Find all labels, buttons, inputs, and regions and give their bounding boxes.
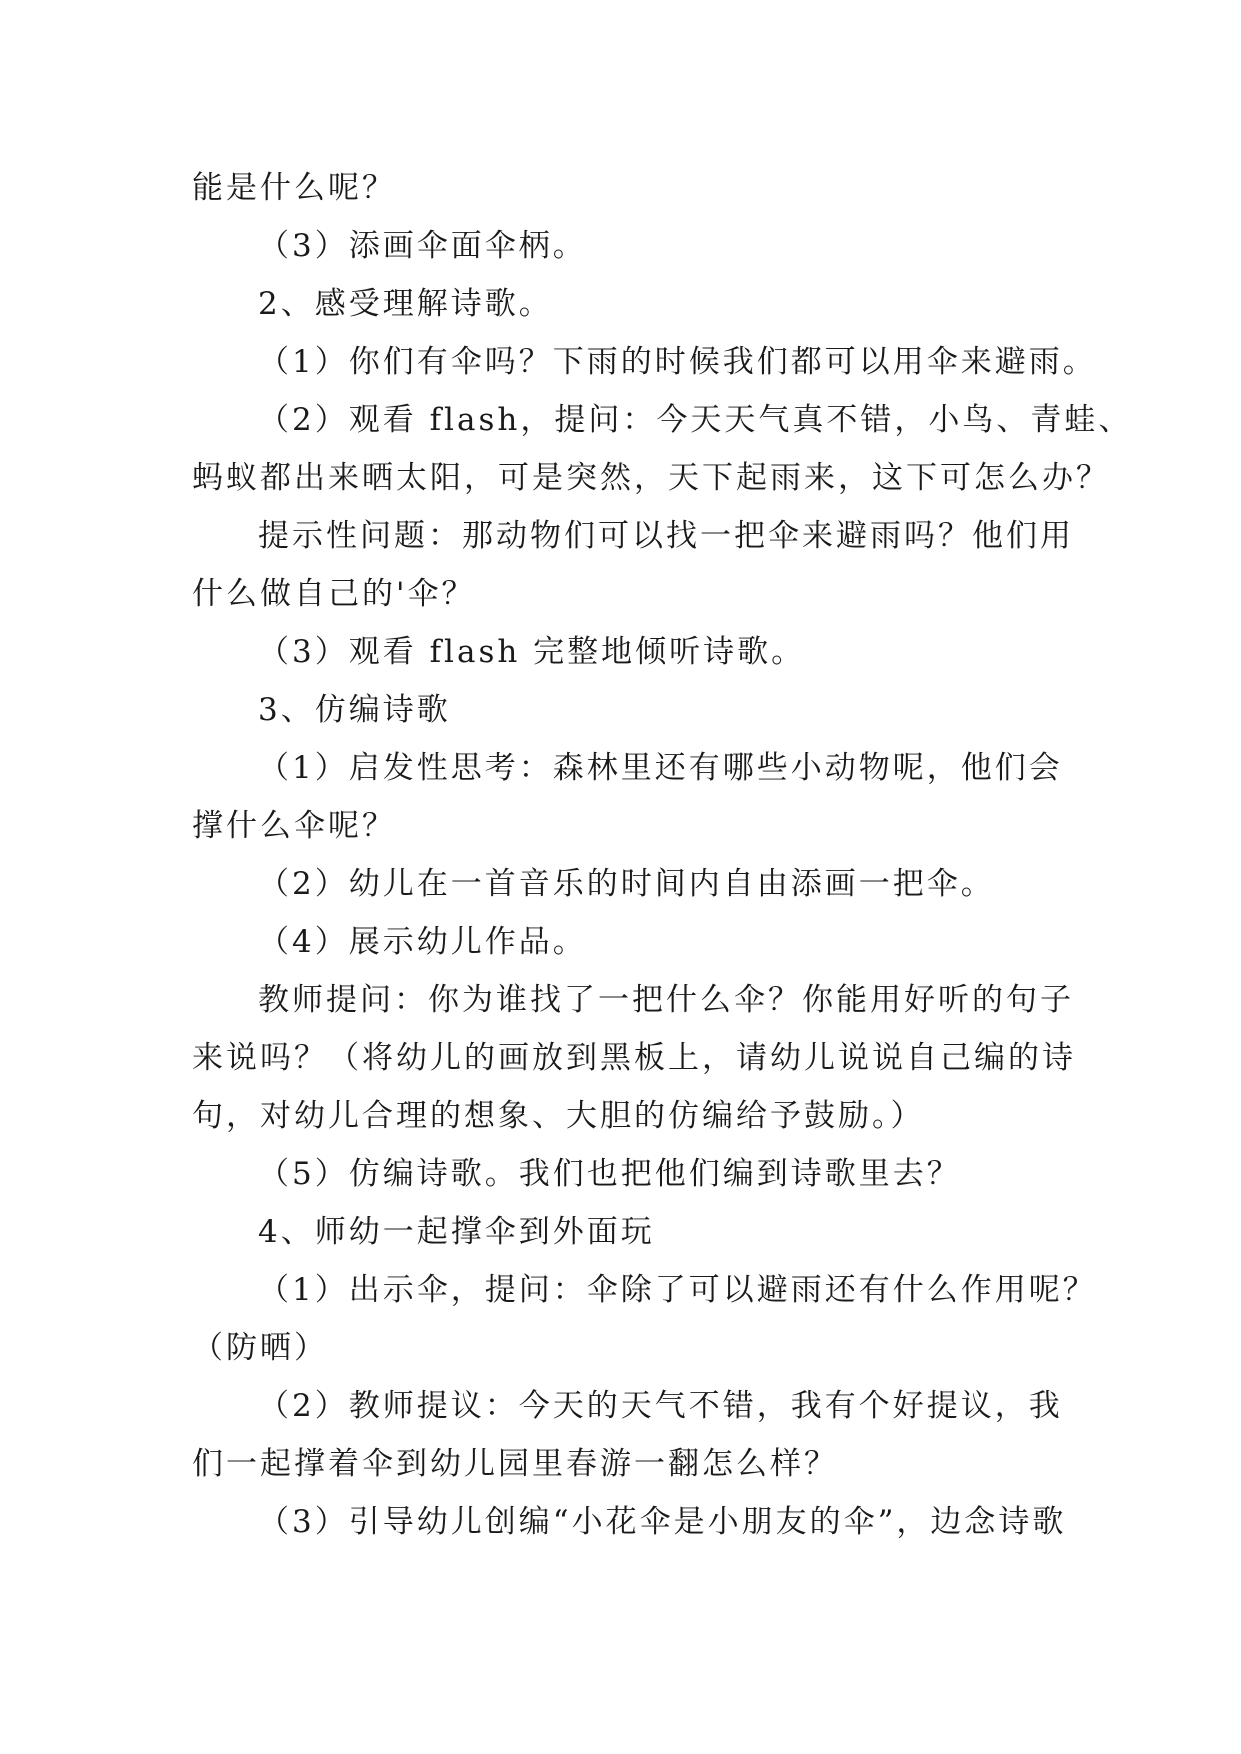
text-line: 2、感受理解诗歌。: [258, 286, 553, 322]
text-line: 撑什么伞呢？: [192, 808, 396, 844]
text-line: （3）观看 flash 完整地倾听诗歌。: [258, 634, 806, 670]
text-line: 3、仿编诗歌: [258, 692, 451, 728]
text-line: （2）幼儿在一首音乐的时间内自由添画一把伞。: [258, 866, 995, 902]
text-line: （1）出示伞，提问：伞除了可以避雨还有什么作用呢？: [258, 1272, 1097, 1308]
text-line: （2）观看 flash，提问：今天天气真不错，小鸟、青蛙、: [258, 402, 1133, 438]
text-line: 4、师幼一起撑伞到外面玩: [258, 1214, 655, 1250]
text-line: 来说吗？（将幼儿的画放到黑板上，请幼儿说说自己编的诗: [192, 1040, 1076, 1076]
text-line: （1）你们有伞吗？下雨的时候我们都可以用伞来避雨。: [258, 344, 1097, 380]
text-line: （1）启发性思考：森林里还有哪些小动物呢，他们会: [258, 750, 1063, 786]
text-line: （4）展示幼儿作品。: [258, 924, 587, 960]
text-line: （3）引导幼儿创编“小花伞是小朋友的伞”，边念诗歌: [258, 1504, 1067, 1540]
text-line: 什么做自己的'伞？: [192, 576, 476, 612]
text-line: 能是什么呢？: [192, 170, 396, 206]
text-line: 提示性问题：那动物们可以找一把伞来避雨吗？他们用: [258, 518, 1074, 554]
text-line: 们一起撑着伞到幼儿园里春游一翻怎么样？: [192, 1446, 838, 1482]
text-line: （2）教师提议：今天的天气不错，我有个好提议，我: [258, 1388, 1063, 1424]
text-line: 句，对幼儿合理的想象、大胆的仿编给予鼓励。）: [192, 1098, 925, 1134]
text-line: （防晒）: [192, 1330, 328, 1366]
text-line: 教师提问：你为谁找了一把什么伞？你能用好听的句子: [258, 982, 1074, 1018]
text-line: （5）仿编诗歌。我们也把他们编到诗歌里去？: [258, 1156, 961, 1192]
text-line: 蚂蚁都出来晒太阳，可是突然，天下起雨来，这下可怎么办？: [192, 460, 1110, 496]
text-line: （3）添画伞面伞柄。: [258, 228, 587, 264]
